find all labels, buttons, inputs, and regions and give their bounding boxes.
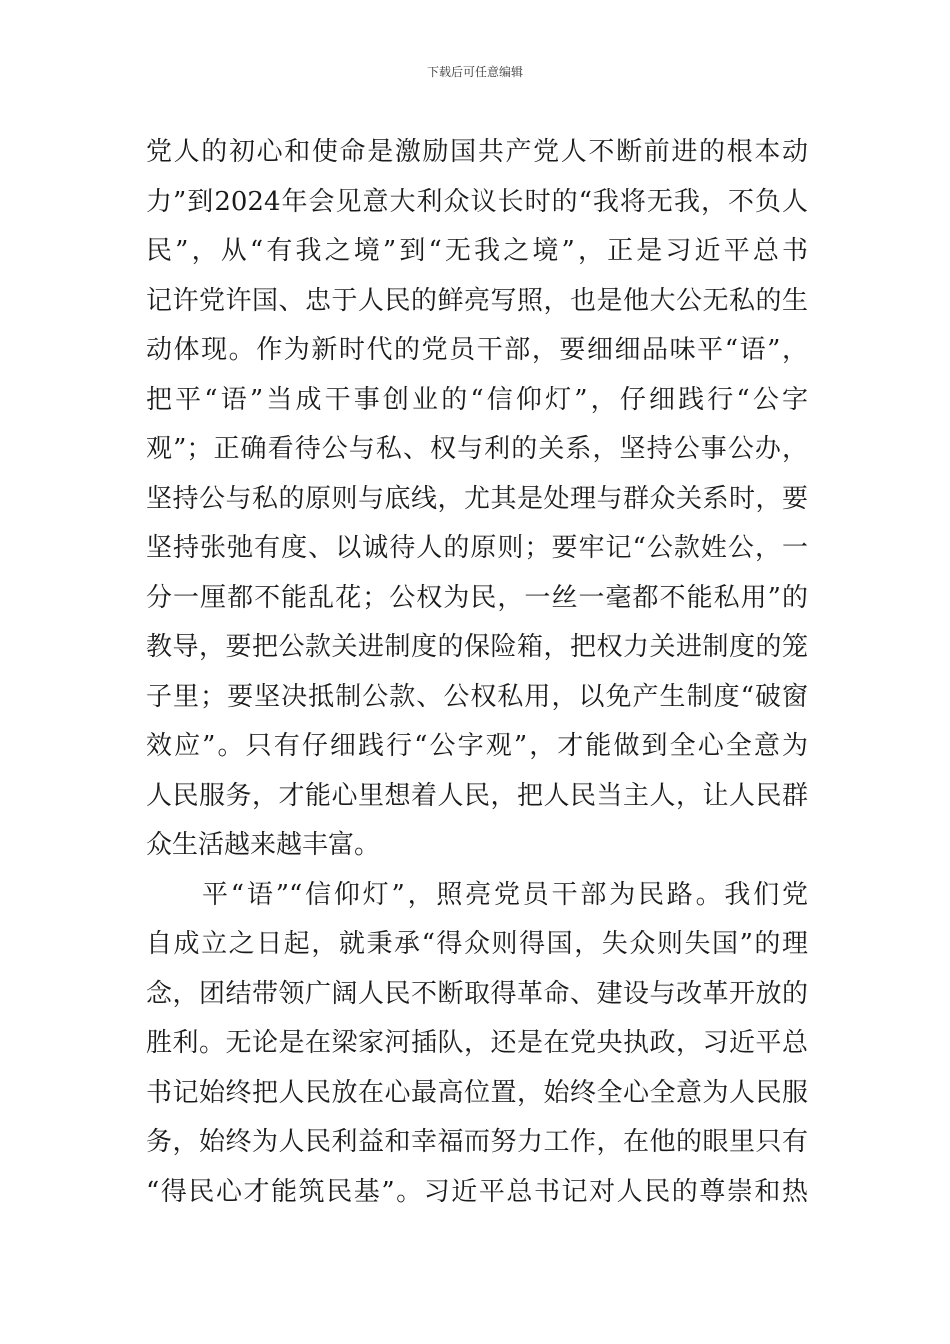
text-line: 教导，要把公款关进制度的保险箱，把权力关进制度的笼 <box>146 632 808 662</box>
text-line: 分一厘都不能乱花；公权为民，一丝一毫都不能私用”的 <box>146 582 808 613</box>
text-line: 效应”。只有仔细践行“公字观”，才能做到全心全意为 <box>146 731 808 761</box>
text-line: 书记始终把人民放在心最高位置，始终全心全意为人民服 <box>146 1077 808 1108</box>
text-line: 胜利。无论是在梁家河插队，还是在党央执政，习近平总 <box>146 1028 808 1058</box>
text-line: 党人的初心和使命是激励国共产党人不断前进的根本动 <box>146 137 808 167</box>
paragraph-2 <box>146 871 808 1218</box>
text-line: 平“语”“信仰灯”，照亮党员干部为民路。我们党 <box>202 879 808 910</box>
text-line: 子里；要坚决抵制公款、公权私用，以免产生制度“破窗 <box>146 681 808 712</box>
document-body <box>146 128 808 1217</box>
text-line: 自成立之日起，就秉承“得众则得国，失众则失国”的理 <box>146 929 808 959</box>
text-line: “得民心才能筑民基”。习近平总书记对人民的尊崇和热 <box>146 1176 808 1207</box>
text-line: 观”；正确看待公与私、权与利的关系，坚持公事公办， <box>146 434 808 464</box>
text-line: 人民服务，才能心里想着人民，把人民当主人，让人民群 <box>146 780 808 811</box>
text-line: 民”，从“有我之境”到“无我之境”，正是习近平总书 <box>146 236 808 266</box>
text-line: 坚持张弛有度、以诚待人的原则；要牢记“公款姓公，一 <box>146 533 808 563</box>
text-line: 动体现。作为新时代的党员干部，要细细品味平“语”， <box>146 335 808 365</box>
text-line: 记许党许国、忠于人民的鲜亮写照，也是他大公无私的生 <box>146 285 808 316</box>
paragraph-1 <box>146 128 808 871</box>
page-header: 下载后可任意编辑 <box>426 65 523 79</box>
text-line: 把平“语”当成干事创业的“信仰灯”，仔细践行“公字 <box>146 384 808 415</box>
text-line: 众生活越来越丰富。 <box>146 830 381 860</box>
text-line: 念，团结带领广阔人民不断取得革命、建设与改革开放的 <box>146 978 808 1009</box>
text-line: 务，始终为人民利益和幸福而努力工作，在他的眼里只有 <box>146 1127 808 1157</box>
text-line: 坚持公与私的原则与底线，尤其是处理与群众关系时，要 <box>146 483 808 514</box>
text-line: 力”到2024年会见意大利众议长时的“我将无我，不负人 <box>146 186 808 217</box>
